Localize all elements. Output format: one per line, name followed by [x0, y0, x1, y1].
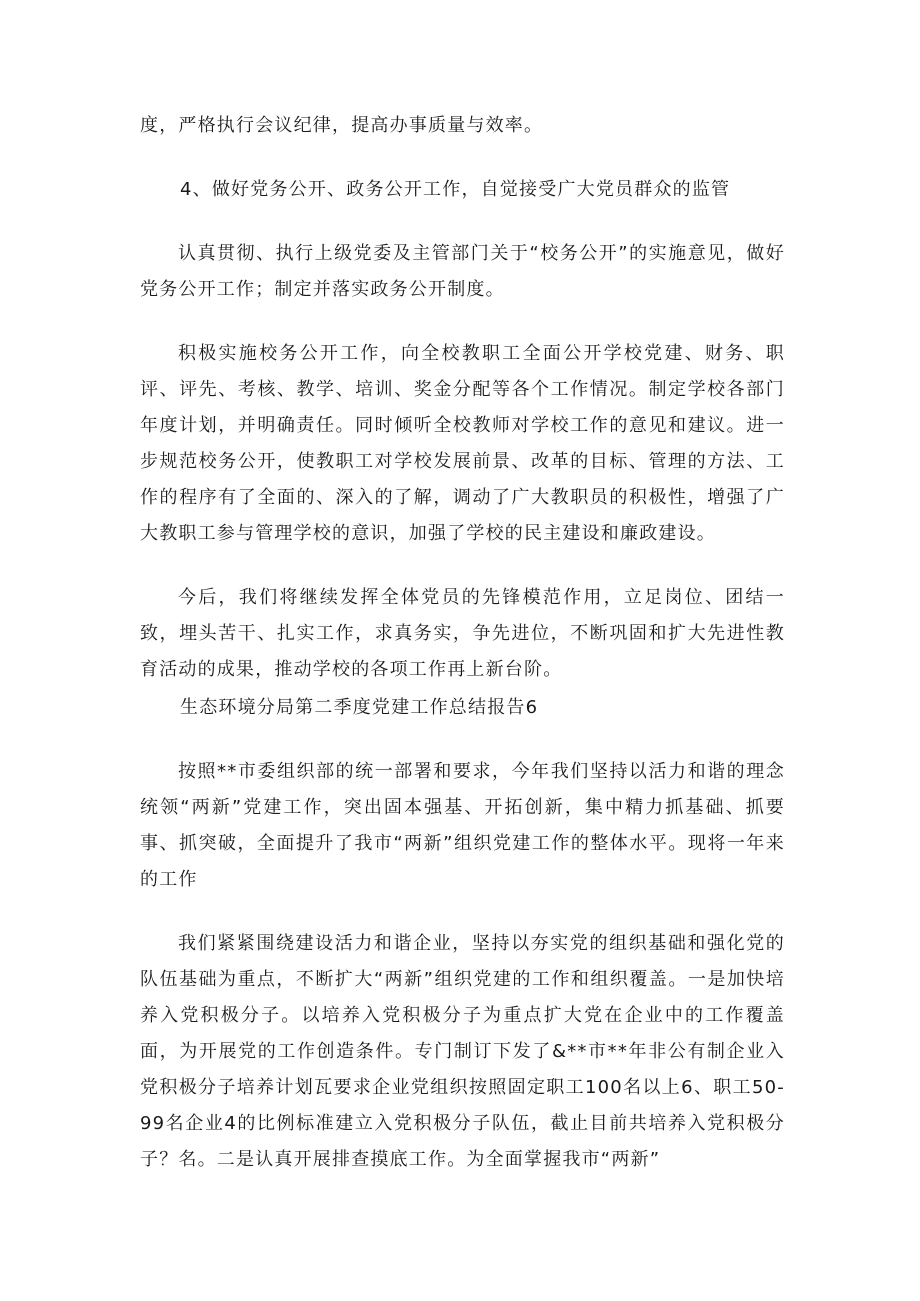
paragraph-transparency-implementation: 认真贯彻、执行上级党委及主管部门关于“校务公开”的实施意见，做好党务公开工作；制定并落实政务公开制度。	[140, 243, 785, 300]
paragraph-report-intro: 按照**市委组织部的统一部署和要求，今年我们坚持以活力和谐的理念统领“两新”党建工作，突出固本强基、开拓创新，集中精力抓基础、抓要事、抓突破，全面提升了我市“两新”组织党建工作的整体水平。现将一年来的工作	[140, 761, 785, 890]
paragraph-continuation: 度，严格执行会议纪律，提高办事质量与效率。	[140, 115, 544, 136]
document-body	[140, 108, 785, 1178]
paragraph-party-building-work: 我们紧紧围绕建设活力和谐企业，坚持以夯实党的组织基础和强化党的队伍基础为重点，不断扩大“两新”组织党建的工作和组织覆盖。一是加快培养入党积极分子。以培养入党积极分子为重点扩大党在企业中的工作覆盖面，为开展党的工作创造条件。专门制订下发了&**市**年非公有制企业入党积极分子培养计划瓦要求企业党组织按照固定职工100名以上6、职工50-99名企业4的比例标准建立入党积极分子队伍，截止目前共培养入党积极分子？名。二是认真开展排查摸底工作。为全面掌握我市“两新”	[140, 933, 785, 1170]
paragraph-future-outlook: 今后，我们将继续发挥全体党员的先锋模范作用，立足岗位、团结一致，埋头苦干、扎实工作，求真务实，争先进位，不断巩固和扩大先进性教育活动的成果，推动学校的各项工作再上新台阶。	[140, 587, 785, 680]
paragraph-school-affairs-disclosure: 积极实施校务公开工作，向全校教职工全面公开学校党建、财务、职评、评先、考核、教学、培训、奖金分配等各个工作情况。制定学校各部门年度计划，并明确责任。同时倾听全校教师对学校工作的意见和建议。进一步规范校务公开，使教职工对学校发展前景、改革的目标、管理的方法、工作的程序有了全面的、深入的了解，调动了广大教职员的积极性，增强了广大教职工参与管理学校的意识，加强了学校的民主建设和廉政建设。	[140, 343, 785, 544]
section-heading-4: 4、做好党务公开、政务公开工作，自觉接受广大党员群众的监管	[180, 179, 731, 200]
report-title: 生态环境分局第二季度党建工作总结报告6	[180, 697, 539, 718]
